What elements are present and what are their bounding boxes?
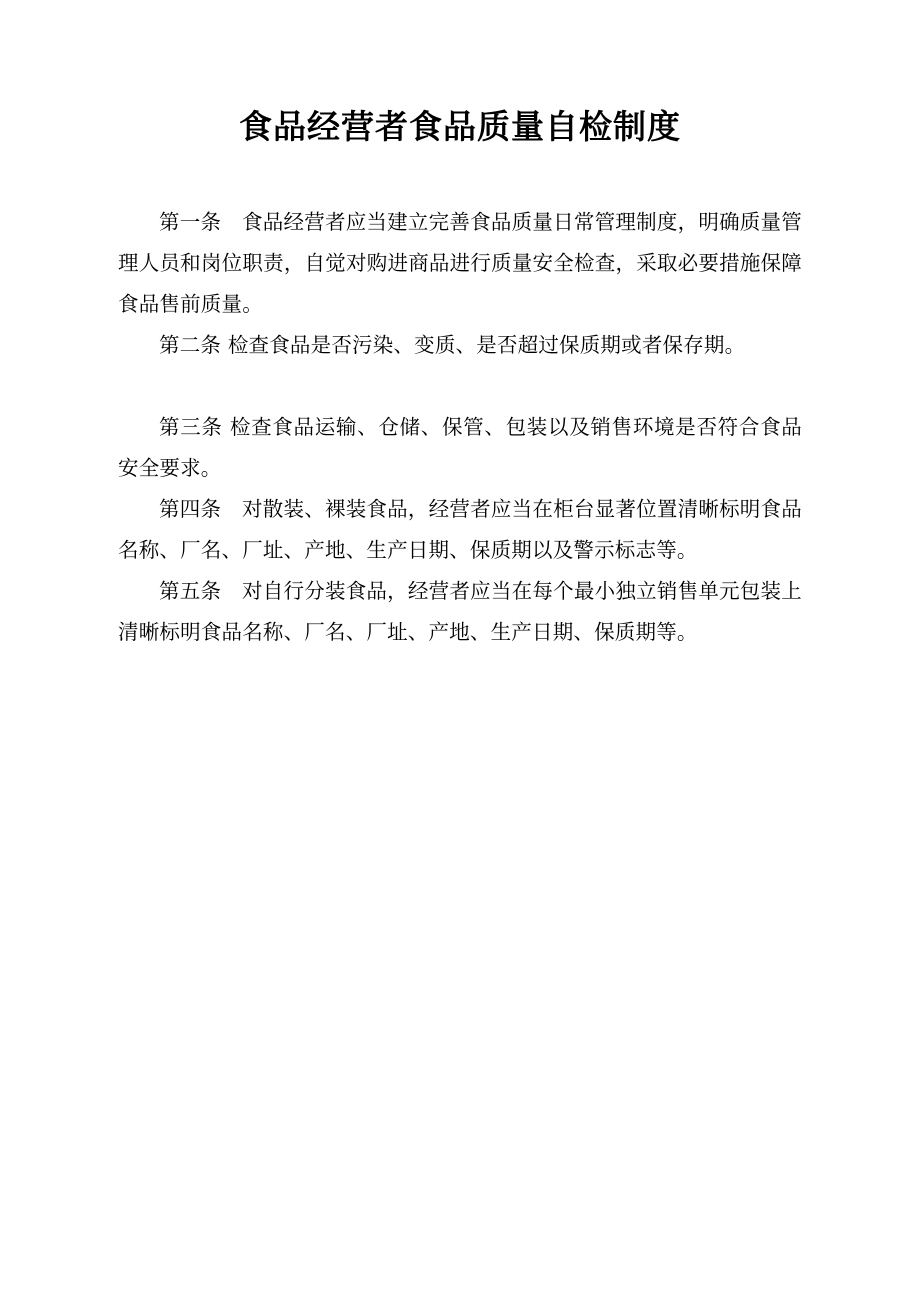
page-title: 食品经营者食品质量自检制度 [239,107,681,146]
paragraph-article-2: 第二条 检查食品是否污染、变质、是否超过保质期或者保存期。 [159,333,746,358]
paragraph-article-5: 第五条 对自行分装食品，经营者应当在每个最小独立销售单元包装上清晰标明食品名称、厂名、厂址、产地、生产日期、保质期等。 [118,579,802,645]
document-body [118,202,802,653]
paragraph-article-3: 第三条 检查食品运输、仓储、保管、包装以及销售环境是否符合食品安全要求。 [118,415,802,481]
paragraph-article-4: 第四条 对散装、裸装食品，经营者应当在柜台显著位置清晰标明食品名称、厂名、厂址、产地、生产日期、保质期以及警示标志等。 [118,497,802,563]
paragraph-article-1: 第一条 食品经营者应当建立完善食品质量日常管理制度，明确质量管理人员和岗位职责，自觉对购进商品进行质量安全检查，采取必要措施保障食品售前质量。 [118,210,802,317]
